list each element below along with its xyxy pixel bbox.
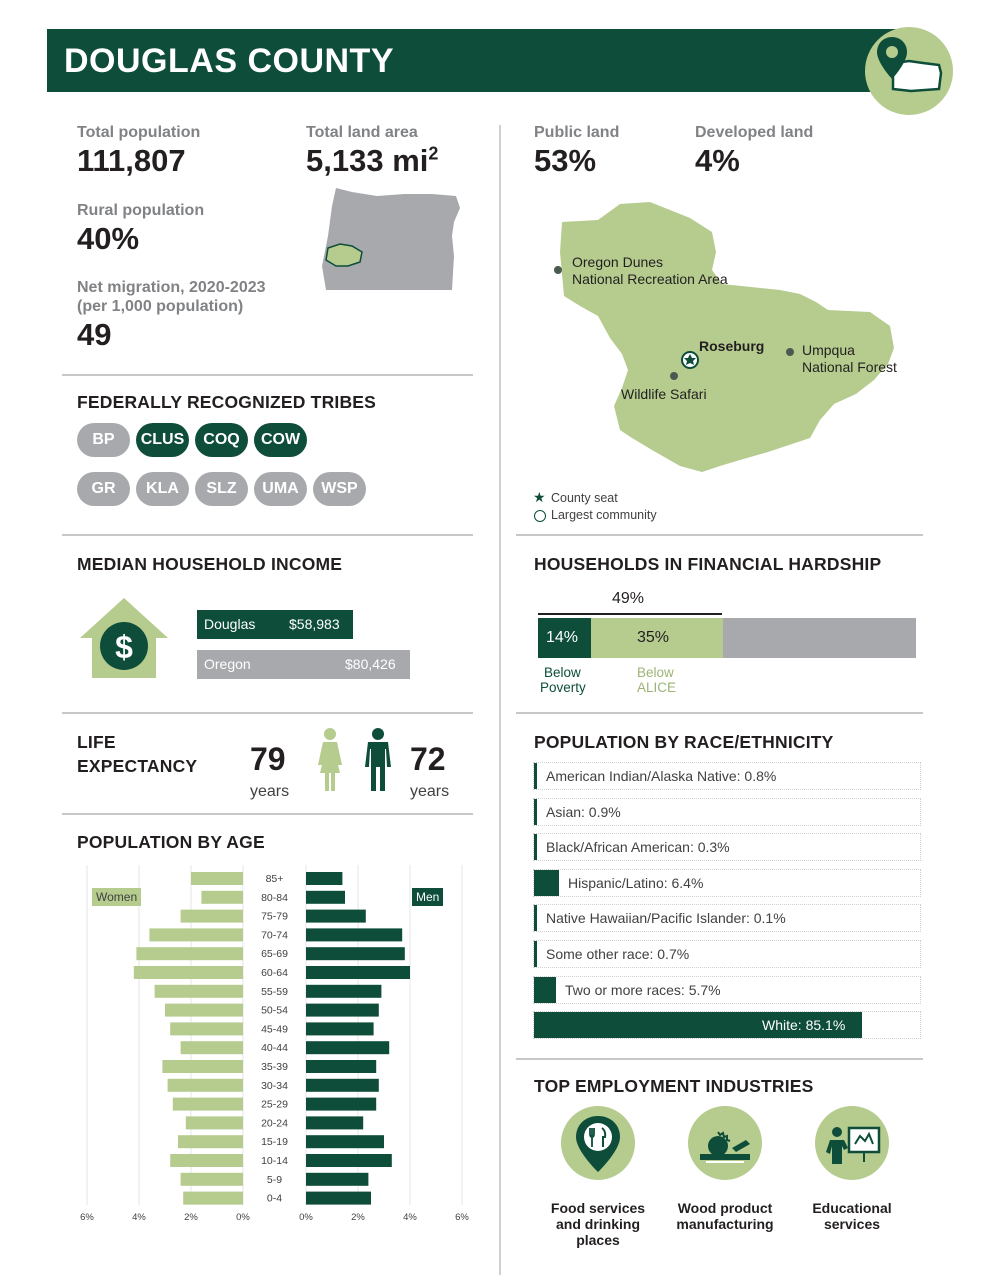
women-bar xyxy=(181,1173,243,1186)
men-bar xyxy=(306,928,402,941)
race-row xyxy=(533,940,921,968)
men-bar xyxy=(306,1154,392,1167)
divider xyxy=(62,534,473,536)
net-migration-value: 49 xyxy=(77,317,112,352)
industries-title: TOP EMPLOYMENT INDUSTRIES xyxy=(534,1076,814,1096)
total-population-label: Total population xyxy=(77,124,201,141)
industry-line: places xyxy=(576,1232,620,1248)
men-bar xyxy=(306,947,405,960)
women-bar xyxy=(162,1060,243,1073)
men-bar xyxy=(306,1098,376,1111)
age-group-label: 10-14 xyxy=(261,1155,288,1167)
men-bar xyxy=(306,872,342,885)
women-bar xyxy=(173,1098,243,1111)
map-label-roseburg: Roseburg xyxy=(699,338,765,354)
life-expectancy-title: LIFE xyxy=(77,732,116,752)
poverty-label-2: Poverty xyxy=(540,680,586,695)
rural-population-label: Rural population xyxy=(77,202,205,219)
divider xyxy=(62,374,473,376)
map-label-umpqua: Umpqua xyxy=(802,342,855,358)
age-chart-title: POPULATION BY AGE xyxy=(77,832,265,852)
map-label-wildlife-safari: Wildlife Safari xyxy=(621,386,707,402)
alice-value: 35% xyxy=(637,629,670,646)
tribe-badge: BP xyxy=(77,423,130,457)
men-bar xyxy=(306,910,366,923)
legend-largest-community: Largest community xyxy=(551,508,657,522)
divider xyxy=(62,712,473,714)
oregon-income-value: $80,426 xyxy=(345,656,396,672)
industry-label-wood xyxy=(660,1200,790,1232)
map-label-dunes: Oregon Dunes xyxy=(572,254,664,270)
house-dollar-icon xyxy=(78,596,170,680)
women-life-expectancy: 79 xyxy=(250,741,286,777)
income-title: MEDIAN HOUSEHOLD INCOME xyxy=(77,554,343,574)
race-label: Two or more races: 5.7% xyxy=(565,982,721,998)
age-group-label: 75-79 xyxy=(261,910,288,923)
race-label: Black/African American: 0.3% xyxy=(546,839,730,855)
women-bar xyxy=(181,910,243,923)
douglas-income-label: Douglas xyxy=(204,616,256,632)
teacher-icon xyxy=(815,1106,889,1180)
age-group-label: 45-49 xyxy=(261,1023,288,1036)
industry-line: and drinking xyxy=(556,1216,640,1232)
x-tick-label: 4% xyxy=(132,1212,146,1223)
x-tick-label: 6% xyxy=(455,1212,469,1223)
women-bar xyxy=(165,1004,243,1017)
women-bar xyxy=(170,1022,243,1035)
tribe-badge: CLUS xyxy=(136,423,189,457)
men-bar xyxy=(306,1060,376,1073)
map-label-umpqua-sub: National Forest xyxy=(802,359,897,375)
race-label: White: 85.1% xyxy=(762,1017,846,1033)
industry-line: Educational xyxy=(812,1200,892,1216)
race-label: Hispanic/Latino: 6.4% xyxy=(568,875,704,891)
age-group-label: 35-39 xyxy=(261,1061,288,1073)
race-bar xyxy=(534,905,537,931)
men-life-expectancy: 72 xyxy=(410,741,446,777)
men-bar xyxy=(306,891,345,904)
men-bar xyxy=(306,985,381,998)
men-bar xyxy=(306,1192,371,1205)
age-group-label: 30-34 xyxy=(261,1079,288,1092)
land-area-superscript: 2 xyxy=(428,143,439,164)
race-bar xyxy=(534,834,537,860)
population-by-age-chart xyxy=(60,860,480,1230)
age-group-label: 70-74 xyxy=(261,929,288,942)
tribe-badge: UMA xyxy=(254,472,307,506)
life-expectancy-title-2: EXPECTANCY xyxy=(77,756,198,776)
race-row xyxy=(533,833,921,861)
x-tick-label: 0% xyxy=(236,1212,250,1223)
women-bar xyxy=(170,1154,243,1167)
industry-line: Wood product xyxy=(677,1200,773,1216)
women-bar xyxy=(183,1192,243,1205)
total-population-value: 111,807 xyxy=(77,143,186,178)
svg-text:$: $ xyxy=(115,629,133,665)
rural-population-value: 40% xyxy=(77,221,140,256)
women-bar xyxy=(186,1116,243,1129)
age-group-label: 5-9 xyxy=(266,1173,283,1186)
race-label: Native Hawaiian/Pacific Islander: 0.1% xyxy=(546,910,786,926)
women-bar xyxy=(136,947,243,960)
men-legend: Men xyxy=(412,888,443,906)
race-bar xyxy=(534,763,537,789)
men-bar xyxy=(306,1116,363,1129)
men-bar xyxy=(306,1079,379,1092)
star-icon: ★ xyxy=(533,489,546,505)
industry-label-food xyxy=(533,1200,663,1248)
age-group-label: 15-19 xyxy=(261,1136,288,1149)
age-group-label: 85+ xyxy=(265,873,284,885)
alice-label: Below xyxy=(637,665,674,680)
women-bar xyxy=(168,1079,243,1092)
divider xyxy=(516,1058,923,1060)
women-bar xyxy=(155,985,243,998)
legend-county-seat: County seat xyxy=(551,491,618,505)
men-years-label: years xyxy=(410,783,450,800)
age-group-label: 0-4 xyxy=(266,1192,283,1205)
net-migration-label: Net migration, 2020-2023 xyxy=(77,279,266,296)
public-land-value: 53% xyxy=(534,143,597,178)
men-bar xyxy=(306,1022,374,1035)
net-migration-sublabel: (per 1,000 population) xyxy=(77,298,244,315)
age-group-label: 50-54 xyxy=(261,1004,288,1017)
race-bar xyxy=(534,977,556,1003)
tribe-badge: WSP xyxy=(313,472,366,506)
developed-land-label: Developed land xyxy=(695,124,814,141)
oregon-income-label: Oregon xyxy=(204,656,251,672)
developed-land-value: 4% xyxy=(695,143,740,178)
race-title: POPULATION BY RACE/ETHNICITY xyxy=(534,732,834,752)
food-service-icon xyxy=(561,1106,635,1180)
tribe-badge: COQ xyxy=(195,423,248,457)
map-label-dunes-sub: National Recreation Area xyxy=(572,271,728,287)
race-bar xyxy=(534,870,559,896)
women-bar xyxy=(201,891,243,904)
age-group-label: 55-59 xyxy=(261,985,288,998)
age-group-label: 20-24 xyxy=(261,1117,288,1130)
oregon-state-map xyxy=(322,186,462,292)
men-bar xyxy=(306,1135,384,1148)
race-row xyxy=(533,869,921,897)
land-area-label: Total land area xyxy=(306,124,418,141)
column-divider xyxy=(499,125,501,1275)
poverty-label: Below xyxy=(544,665,581,680)
divider xyxy=(516,712,923,714)
industry-line: Food services xyxy=(550,1200,646,1216)
tribe-badge: SLZ xyxy=(195,472,248,506)
industry-line: services xyxy=(823,1216,881,1232)
race-bar xyxy=(534,799,537,825)
race-row xyxy=(533,1011,921,1039)
page-title: DOUGLAS COUNTY xyxy=(64,42,394,80)
race-row xyxy=(533,798,921,826)
hardship-total: 49% xyxy=(612,590,645,607)
sawmill-icon xyxy=(688,1106,762,1180)
women-legend: Women xyxy=(92,888,141,906)
women-bar xyxy=(178,1135,243,1148)
douglas-income-value: $58,983 xyxy=(289,616,340,632)
race-label: American Indian/Alaska Native: 0.8% xyxy=(546,768,777,784)
women-bar xyxy=(134,966,243,979)
tribe-badge: GR xyxy=(77,472,130,506)
race-row xyxy=(533,976,921,1004)
age-group-label: 65-69 xyxy=(261,948,288,961)
poverty-value: 14% xyxy=(546,629,579,646)
industry-line: manufacturing xyxy=(676,1216,774,1232)
alice-label-2: ALICE xyxy=(637,680,677,695)
woman-icon xyxy=(313,727,347,793)
x-tick-label: 2% xyxy=(184,1212,198,1223)
hardship-title: HOUSEHOLDS IN FINANCIAL HARDSHIP xyxy=(534,554,882,574)
race-label: Some other race: 0.7% xyxy=(546,946,690,962)
man-icon xyxy=(363,727,393,793)
men-bar xyxy=(306,966,410,979)
hardship-bracket xyxy=(538,613,722,615)
age-group-label: 40-44 xyxy=(261,1042,288,1055)
age-group-label: 80-84 xyxy=(261,891,288,904)
race-row xyxy=(533,904,921,932)
race-bar xyxy=(534,941,537,967)
x-tick-label: 4% xyxy=(403,1212,417,1223)
industry-label-education xyxy=(787,1200,917,1232)
tribes-title: FEDERALLY RECOGNIZED TRIBES xyxy=(77,392,377,412)
public-land-label: Public land xyxy=(534,124,620,141)
land-area-value: 5,133 $mi^2$ xyxy=(306,143,439,178)
men-bar xyxy=(306,1004,379,1017)
x-tick-label: 6% xyxy=(80,1212,94,1223)
divider xyxy=(62,813,473,815)
men-bar xyxy=(306,1173,368,1186)
tribe-badge: KLA xyxy=(136,472,189,506)
women-bar xyxy=(191,872,243,885)
x-tick-label: 2% xyxy=(351,1212,365,1223)
oregon-map-pin-icon xyxy=(865,27,953,115)
age-group-label: 60-64 xyxy=(261,967,288,979)
race-row xyxy=(533,762,921,790)
race-label: Asian: 0.9% xyxy=(546,804,621,820)
x-tick-label: 0% xyxy=(299,1212,313,1223)
women-bar xyxy=(149,928,243,941)
divider xyxy=(516,534,923,536)
women-years-label: years xyxy=(250,783,290,800)
women-bar xyxy=(181,1041,243,1054)
men-bar xyxy=(306,1041,389,1054)
circle-icon xyxy=(534,510,546,522)
tribe-badge: COW xyxy=(254,423,307,457)
age-group-label: 25-29 xyxy=(261,1098,288,1111)
